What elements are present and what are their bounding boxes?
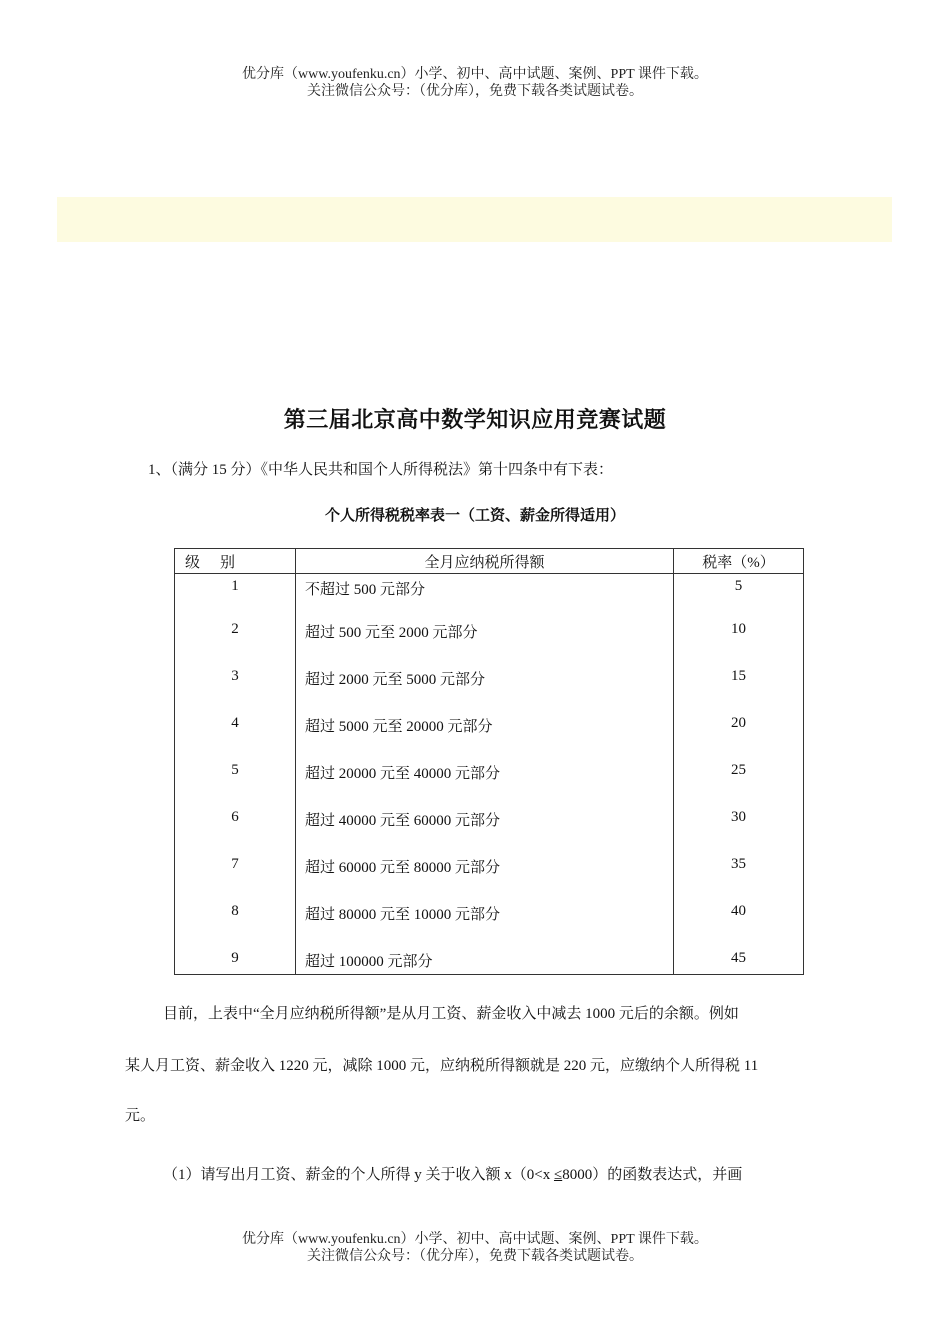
table-row [175,856,804,903]
header-level [175,549,296,574]
cell-range: 超过 2000 元至 5000 元部分 [296,668,674,715]
cell-level: 7 [175,856,296,903]
cell-level: 1 [175,574,296,622]
cell-rate: 20 [674,715,804,762]
cell-range: 超过 20000 元至 40000 元部分 [296,762,674,809]
advertisement-banner [57,197,892,242]
question-1-part-1 [163,1163,742,1184]
cell-rate: 40 [674,903,804,950]
cell-range: 超过 100000 元部分 [296,950,674,975]
cell-range: 超过 500 元至 2000 元部分 [296,621,674,668]
cell-level: 4 [175,715,296,762]
header-line-1: 优分库（www.youfenku.cn）小学、初中、高中试题、案例、PPT 课件下载。 [242,67,708,82]
cell-rate: 15 [674,668,804,715]
paragraph-2: 某人月工资、薪金收入 1220 元，减除 1000 元，应纳税所得额就是 220 元，应缴纳个人所得税 11 [125,1058,759,1074]
cell-range: 不超过 500 元部分 [296,574,674,622]
paragraph-3: 元。 [125,1108,156,1124]
page-header [0,66,950,100]
leq-symbol: ≤ [553,1167,563,1183]
cell-level: 5 [175,762,296,809]
cell-rate: 30 [674,809,804,856]
header-level-char-1: 级 [185,554,201,571]
table-row [175,574,804,622]
footer-line-1: 优分库（www.youfenku.cn）小学、初中、高中试题、案例、PPT 课件下载。 [242,1232,708,1247]
table-row [175,809,804,856]
table-row [175,950,804,975]
page-footer [0,1231,950,1265]
header-level-char-2: 别 [220,554,236,571]
paragraph-1: 目前，上表中“全月应纳税所得额”是从月工资、薪金收入中减去 1000 元后的余额。例如 [163,1006,739,1022]
cell-range: 超过 5000 元至 20000 元部分 [296,715,674,762]
tax-rate-table [174,548,804,975]
cell-range: 超过 60000 元至 80000 元部分 [296,856,674,903]
cell-range: 超过 80000 元至 10000 元部分 [296,903,674,950]
question-1-intro: 1、（满分 15 分）《中华人民共和国个人所得税法》第十四条中有下表： [148,462,614,478]
header-line-2: 关注微信公众号：（优分库），免费下载各类试题试卷。 [307,84,643,99]
cell-rate: 25 [674,762,804,809]
cell-level: 2 [175,621,296,668]
cell-level: 9 [175,950,296,975]
cell-rate: 45 [674,950,804,975]
table-header-row [175,549,804,574]
table-caption: 个人所得税税率表一（工资、薪金所得适用） [324,508,625,524]
table-row [175,903,804,950]
cell-rate: 5 [674,574,804,622]
cell-level: 3 [175,668,296,715]
header-range: 全月应纳税所得额 [296,549,674,574]
table-row [175,715,804,762]
part-1-text-b: 8000）的函数表达式，并画 [562,1167,743,1183]
footer-line-2: 关注微信公众号：（优分库），免费下载各类试题试卷。 [307,1249,643,1264]
table-row [175,762,804,809]
table-row [175,621,804,668]
cell-range: 超过 40000 元至 60000 元部分 [296,809,674,856]
header-rate: 税率（%） [674,549,804,574]
cell-rate: 35 [674,856,804,903]
table-row [175,668,804,715]
cell-level: 8 [175,903,296,950]
cell-level: 6 [175,809,296,856]
part-1-text-a: （1）请写出月工资、薪金的个人所得 y 关于收入额 x（0<x [163,1167,554,1183]
cell-rate: 10 [674,621,804,668]
document-title: 第三届北京高中数学知识应用竞赛试题 [283,408,667,433]
